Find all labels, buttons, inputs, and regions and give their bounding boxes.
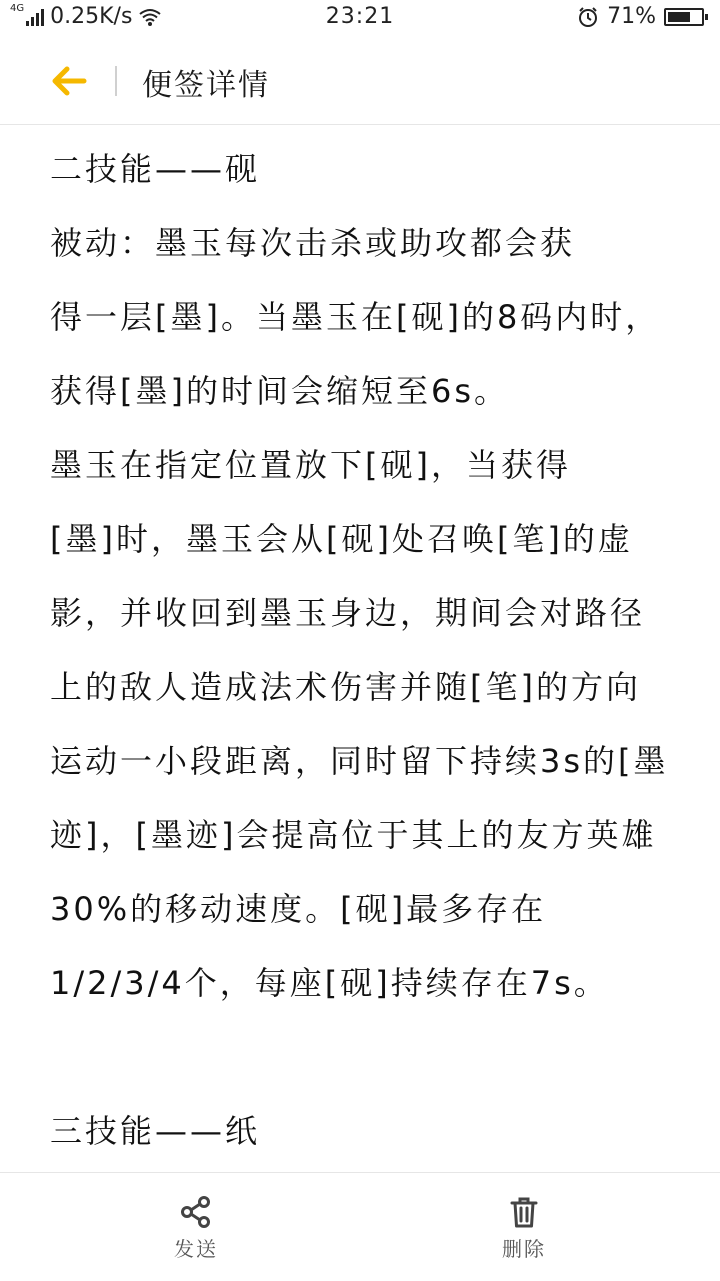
- back-button[interactable]: [48, 60, 90, 102]
- battery-percent: 71%: [607, 4, 656, 29]
- page-title: 便签详情: [142, 68, 270, 103]
- delete-label: 删除: [502, 1237, 546, 1261]
- note-line: 迹]，[墨迹]会提高位于其上的友方英雄: [50, 816, 657, 854]
- note-line: 影，并收回到墨玉身边，期间会对路径: [50, 594, 646, 632]
- status-right: [577, 4, 704, 29]
- share-button[interactable]: [146, 1195, 246, 1262]
- note-line: 获得[墨]的时间会缩短至6s。: [50, 372, 510, 410]
- note-line: 被动：墨玉每次击杀或助攻都会获: [50, 224, 576, 262]
- note-line: 墨玉在指定位置放下[砚]，当获得: [50, 446, 571, 484]
- note-line: 二技能——砚: [50, 150, 261, 188]
- header-divider: [115, 66, 117, 96]
- alarm-icon: [577, 6, 599, 28]
- bottom-action-bar: [0, 1172, 720, 1281]
- note-line: 得一层[墨]。当墨玉在[砚]的8码内时，: [50, 298, 661, 336]
- note-line: 上的敌人造成法术伤害并随[笔]的方向: [50, 668, 641, 706]
- network-speed: 0.25K/s: [50, 4, 133, 29]
- battery-fill: [668, 12, 690, 22]
- note-line: 1/2/3/4个，每座[砚]持续存在7s。: [50, 964, 609, 1002]
- trash-icon: [507, 1195, 541, 1229]
- status-bar: [0, 0, 720, 38]
- delete-button[interactable]: [474, 1195, 574, 1262]
- arrow-left-icon: [48, 60, 90, 102]
- header: [0, 38, 720, 125]
- note-line: 三技能——纸: [50, 1112, 261, 1150]
- share-label: 发送: [174, 1237, 218, 1261]
- network-type: 4G: [10, 3, 25, 14]
- note-line: 30%的移动速度。[砚]最多存在: [50, 890, 547, 928]
- battery-icon: [664, 8, 704, 26]
- note-line: [墨]时，墨玉会从[砚]处召唤[笔]的虚: [50, 520, 633, 558]
- share-icon: [179, 1195, 213, 1229]
- note-content[interactable]: [0, 126, 720, 1172]
- status-time: 23:21: [325, 4, 395, 29]
- note-line: 运动一小段距离，同时留下持续3s的[墨: [50, 742, 669, 780]
